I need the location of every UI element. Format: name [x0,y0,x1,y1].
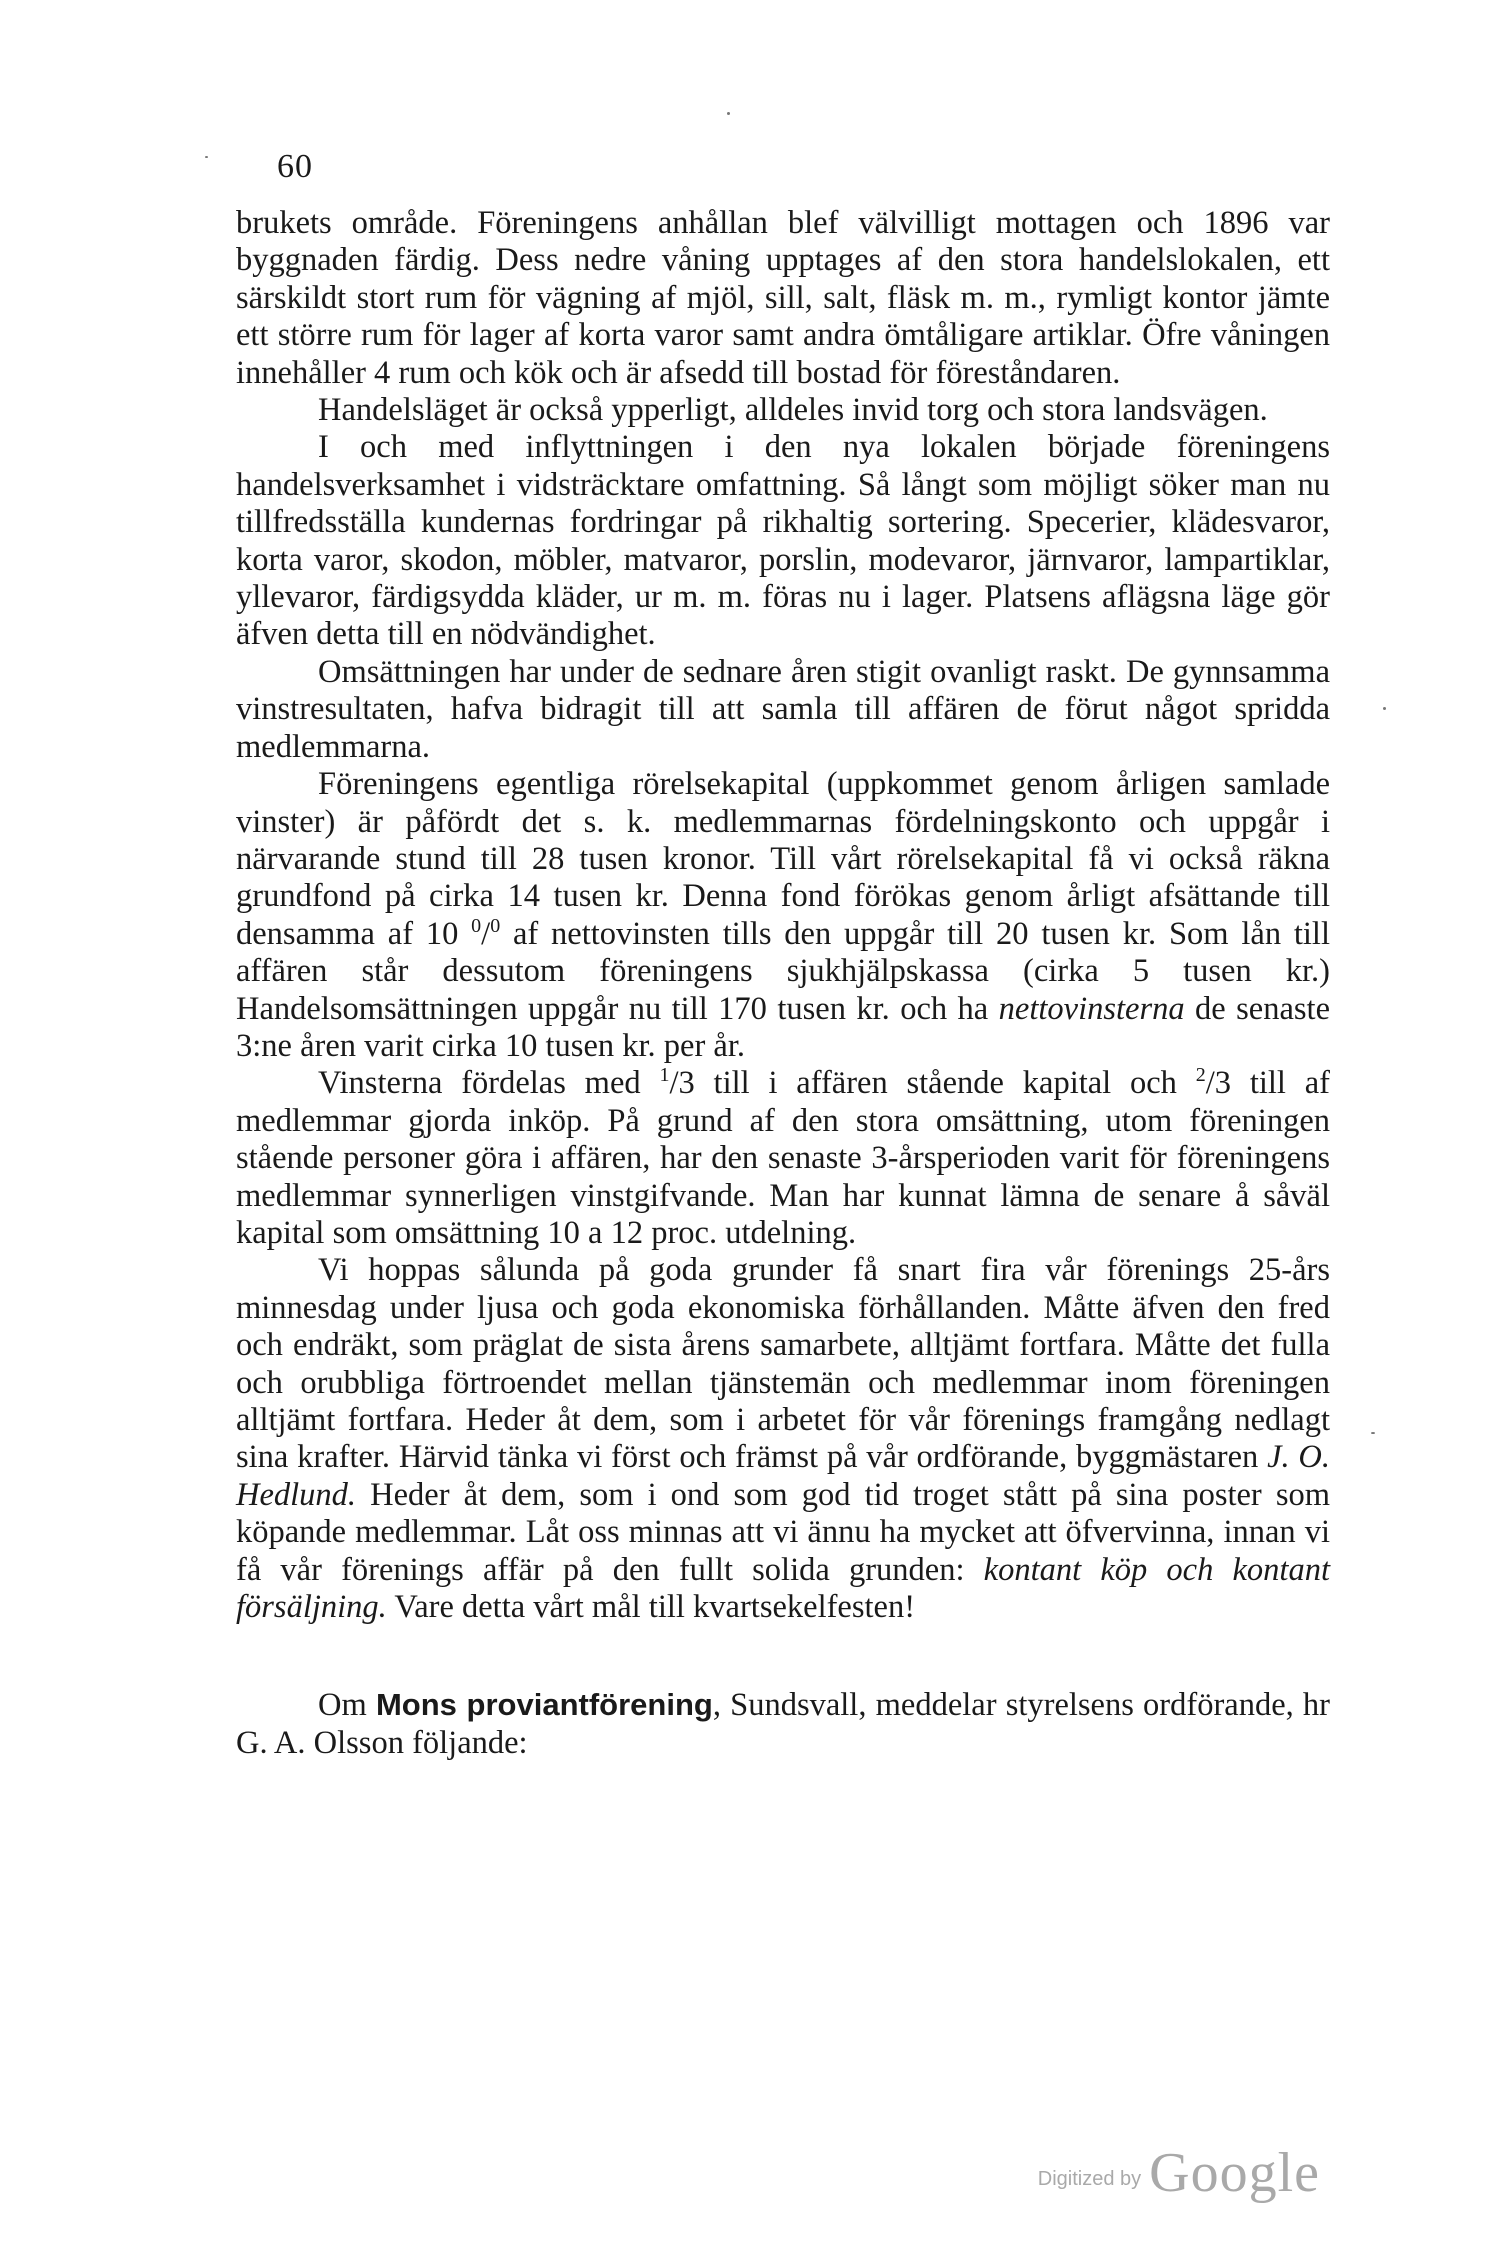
italic-text: kontant köp och kontant försäljning. [236,1551,1330,1626]
superscript: 1 [659,1064,670,1087]
paragraph [236,654,1330,766]
bold-sans-text: Mons proviantförening [375,1687,713,1723]
text-run: Heder åt dem, som i ond som god tid troget stått på sina poster som köpande medlemmar. Låt oss minnas att vi ännu ha mycket att öfvervinna, innan vi få vår förenings affär på den fullt solida grunden: [236,1476,1330,1588]
text-run: /3 till i affären stående kapital och [669,1065,1196,1102]
paragraph [236,766,1330,1065]
text-run: af nettovinsten tills den uppgår till 20 tusen kr. Som lån till affären står dessutom föreningens sjukhjälpskassa (cirka 5 tusen kr.) Handelsomsättningen uppgår nu till 170 tusen kr. och ha [236,915,1330,1027]
superscript: 0 [471,914,482,937]
paragraph [236,1686,1330,1762]
superscript: 0 [490,914,501,937]
italic-text: nettovinsterna [998,990,1185,1027]
body-text [236,205,1330,1762]
google-logo: Google [1149,2142,1320,2204]
text-run: Omsättningen har under de sednare åren stigit ovanligt raskt. De gynnsamma vinstresultaten, hafva bidragit till att samla till affären de förut något spridda medlemmarna. [236,653,1330,765]
text-run: Handelsläget är också ypperligt, alldeles invid torg och stora landsvägen. [318,392,1268,429]
text-run: / [481,915,491,952]
watermark-prefix: Digitized by [1037,2168,1142,2190]
text-run: Om [318,1687,376,1724]
page-number: 60 [277,148,313,185]
text-run: de senaste 3:ne åren varit cirka 10 tusen kr. per år. [236,990,1330,1064]
superscript: 2 [1195,1064,1206,1087]
text-run: Vinsterna fördelas med [318,1065,660,1102]
digitized-by-google-watermark [1038,2141,1320,2205]
text-run: Vare detta vårt mål till kvartsekelfesten! [386,1589,916,1626]
text-run: /3 till af medlemmar gjorda inköp. På grund af den stora omsättning, utom föreningen stående personer göra i affären, har den senaste 3-årsperioden varit för föreningens medlemmar synnerligen vinstgifvande. Man har kunnat lämna de senare å såväl kapital som omsättning 10 a 12 proc. utdelning. [236,1065,1331,1251]
paragraph [236,1252,1330,1626]
text-run: Föreningens egentliga rörelsekapital (uppkommet genom årligen samlade vinster) är påfördt det s. k. medlemmarnas fördelningskonto och uppgår i närvarande stund till 28 tusen kronor. Till vårt rörelsekapital få vi också räkna grundfond på cirka 14 tusen kr. Denna fond förökas genom årligt afsättande till densamma af 10 [236,766,1330,952]
text-run: , Sundsvall, meddelar styrelsens ordförande, hr G. A. Olsson följande: [236,1687,1330,1761]
text-run: I och med inflyttningen i den nya lokalen började föreningens handelsverksamhet i vidsträcktare omfattning. Så långt som möjligt söker man nu tillfredsställa kundernas fordringar på rikhaltig sortering. Specerier, klädesvaror, korta varor, skodon, möbler, matvaror, porslin, modevaror, järnvaror, lampartiklar, yllevaror, färdigsydda kläder, ur m. m. föras nu i lager. Platsens aflägsna läge gör äfven detta till en nödvändighet. [236,429,1330,653]
paragraph [236,1065,1330,1252]
paragraph [236,392,1330,429]
scan-speck [205,156,208,158]
paragraph [236,429,1330,653]
scan-speck [1371,1432,1375,1434]
text-run: Vi hoppas sålunda på goda grunder få snart fira vår förenings 25-års minnesdag under ljusa och goda ekonomiska förhållanden. Måtte äfven den fred och endräkt, som präglat de sista årens samarbete, alltjämt fortfara. Måtte det fulla och orubbliga förtroendet mellan tjänstemän och medlemmar inom föreningen alltjämt fortfara. Heder åt dem, som i arbetet för vår förenings framgång nedlagt sina krafter. Härvid tänka vi först och främst på vår ordförande, byggmästaren [236,1252,1330,1476]
paragraph [236,205,1330,392]
scan-speck [727,112,730,115]
italic-text: J. O. Hedlund. [236,1439,1330,1513]
text-run: brukets område. Föreningens anhållan blef välvilligt mottagen och 1896 var byggnaden färdig. Dess nedre våning upptages af den stora handelslokalen, ett särskildt stort rum för vägning af mjöl, sill, salt, fläsk m. m., rymligt kontor jämte ett större rum för lager af korta varor samt andra ömtåligare artiklar. Öfre våningen innehåller 4 rum och kök och är afsedd till bostad för föreståndaren. [236,205,1330,391]
scan-speck [1383,707,1386,710]
